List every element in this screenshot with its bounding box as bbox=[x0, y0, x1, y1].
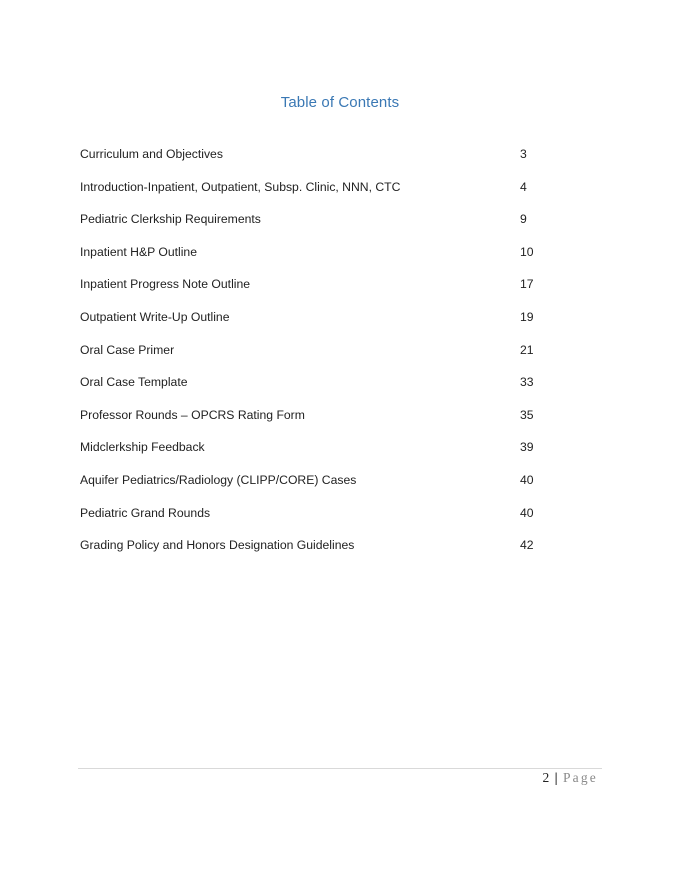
toc-entry[interactable] bbox=[80, 275, 550, 308]
toc-entry-label: Inpatient H&P Outline bbox=[80, 244, 197, 259]
toc-entry[interactable] bbox=[80, 536, 550, 569]
toc-entry-label: Professor Rounds – OPCRS Rating Form bbox=[80, 407, 305, 422]
toc-title: Table of Contents bbox=[280, 94, 400, 111]
toc-entry[interactable] bbox=[80, 210, 550, 243]
toc-entry-label: Midclerkship Feedback bbox=[80, 440, 205, 455]
toc-entry-label: Oral Case Primer bbox=[80, 342, 175, 357]
toc-entry-label: Aquifer Pediatrics/Radiology (CLIPP/CORE) Cases bbox=[80, 472, 357, 487]
toc-entry[interactable] bbox=[80, 438, 550, 471]
toc-entry-page: 33 bbox=[520, 375, 534, 390]
toc-entry-label: Pediatric Clerkship Requirements bbox=[80, 212, 261, 227]
toc-entry[interactable] bbox=[80, 406, 550, 439]
toc-entry[interactable] bbox=[80, 145, 550, 178]
toc-entry-page: 19 bbox=[520, 309, 534, 324]
toc-entry-page: 40 bbox=[520, 505, 534, 520]
toc-entry[interactable] bbox=[80, 308, 550, 341]
toc-entry-label: Introduction-Inpatient, Outpatient, Subsp. Clinic, NNN, CTC bbox=[80, 179, 401, 194]
toc-entry-page: 3 bbox=[520, 147, 527, 161]
toc-entry-page: 40 bbox=[520, 472, 534, 487]
toc-entry[interactable] bbox=[80, 373, 550, 406]
toc-entry-page: 4 bbox=[520, 179, 527, 194]
toc-entry[interactable] bbox=[80, 341, 550, 374]
toc-entry-page: 35 bbox=[520, 407, 534, 422]
toc-entry-page: 9 bbox=[520, 212, 527, 227]
toc-entry[interactable] bbox=[80, 178, 550, 211]
toc-entry-label: Outpatient Write-Up Outline bbox=[80, 309, 230, 324]
toc-entry-label: Pediatric Grand Rounds bbox=[80, 505, 211, 520]
toc-entry[interactable] bbox=[80, 504, 550, 537]
footer-separator: | bbox=[554, 770, 558, 785]
toc-entry-page: 39 bbox=[520, 440, 534, 455]
footer-page-word: Page bbox=[562, 770, 598, 785]
toc-entry-label: Curriculum and Objectives bbox=[80, 147, 223, 161]
toc-entry-page: 42 bbox=[520, 538, 534, 553]
toc-entry-label: Grading Policy and Honors Designation Guidelines bbox=[80, 538, 355, 553]
toc-entry[interactable] bbox=[80, 243, 550, 276]
toc-entry-page: 17 bbox=[520, 277, 534, 292]
toc-entry-label: Oral Case Template bbox=[80, 375, 188, 390]
toc-list bbox=[80, 145, 550, 569]
toc-entry[interactable] bbox=[80, 471, 550, 504]
footer-page-number: 2 bbox=[542, 770, 550, 785]
page-footer bbox=[542, 769, 598, 787]
toc-entry-page: 10 bbox=[520, 244, 534, 259]
footer-divider bbox=[78, 768, 602, 769]
toc-entry-label: Inpatient Progress Note Outline bbox=[80, 277, 251, 292]
toc-entry-page: 21 bbox=[520, 342, 534, 357]
